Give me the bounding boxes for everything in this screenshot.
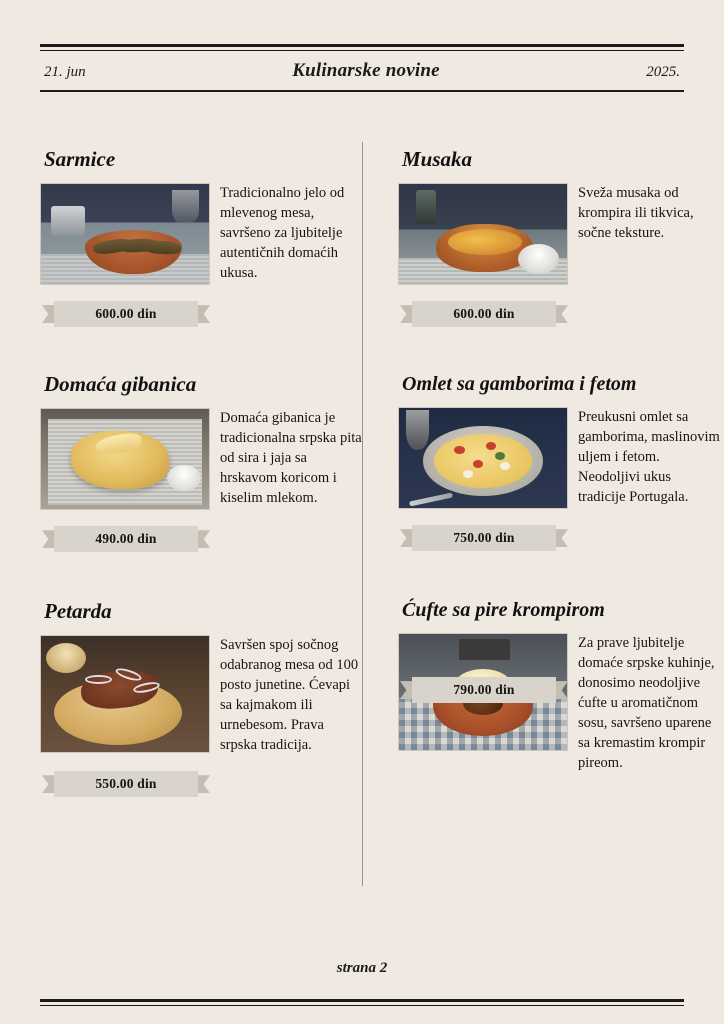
price-ribbon (400, 525, 568, 551)
article-title: Omlet sa gamborima i fetom (402, 373, 637, 396)
masthead-rule-top-thick (40, 44, 684, 47)
masthead-title: Kulinarske novine (292, 60, 440, 81)
price-label: 490.00 din (95, 531, 157, 547)
article-gibanica (40, 373, 362, 552)
masthead-date: 21. jun (44, 64, 86, 80)
article-musaka (398, 148, 720, 327)
article-body (40, 635, 362, 755)
sarmice-photo (40, 183, 210, 285)
gibanica-photo (40, 408, 210, 510)
article-body (40, 408, 362, 510)
price-ribbon (42, 771, 210, 797)
price-label: 790.00 din (453, 682, 515, 698)
article-title: Petarda (44, 599, 112, 624)
article-petarda (40, 600, 362, 797)
ribbon-tail-right (196, 775, 210, 793)
page-number: strana 2 (336, 960, 388, 976)
article-body (398, 633, 720, 773)
article-body (398, 407, 720, 509)
musaka-photo (398, 183, 568, 285)
ribbon-band (54, 526, 198, 552)
price-ribbon (42, 301, 210, 327)
ribbon-tail-right (554, 529, 568, 547)
article-text: Za prave ljubitelje domaće srpske kuhinje, donosimo neodoljive ćufte u aromatičnom sosu, savršeno uparene sa kremastim krompir pireom. (578, 635, 715, 772)
article-omlet (398, 373, 720, 551)
column-divider (362, 142, 363, 886)
footer (40, 960, 684, 1006)
masthead-year: 2025. (646, 64, 680, 80)
price-ribbon (400, 677, 568, 703)
ribbon-tail-right (196, 530, 210, 548)
article-body (40, 183, 362, 285)
price-ribbon (400, 301, 568, 327)
footer-rule-thick (40, 999, 684, 1002)
article-title: Musaka (402, 147, 473, 171)
masthead-row (40, 51, 684, 90)
article-title: Sarmice (44, 147, 116, 171)
article-title: Ćufte sa pire krompirom (402, 599, 605, 622)
left-column (40, 148, 362, 797)
article-sarmice (40, 148, 362, 327)
masthead-rule-bottom (40, 90, 684, 92)
ribbon-band (412, 525, 556, 551)
price-label: 600.00 din (95, 306, 157, 322)
footer-rule-thin (40, 1005, 684, 1006)
price-label: 600.00 din (453, 306, 515, 322)
masthead (40, 44, 684, 92)
article-body (398, 183, 720, 285)
ribbon-tail-right (554, 305, 568, 323)
ribbon-tail-right (554, 681, 568, 699)
price-ribbon (42, 526, 210, 552)
price-label: 550.00 din (95, 776, 157, 792)
ribbon-band (412, 301, 556, 327)
ribbon-band (412, 677, 556, 703)
ribbon-tail-right (196, 305, 210, 323)
article-text: Preukusni omlet sa gamborima, maslinovim uljem i fetom. Neodoljivi ukus tradicije Portugala. (578, 409, 720, 506)
petarda-photo (40, 635, 210, 753)
article-text: Domaća gibanica je tradicionalna srpska pita od sira i jaja sa hrskavom koricom i kiselim mlekom. (220, 410, 362, 507)
price-label: 750.00 din (453, 530, 515, 546)
article-text: Tradicionalno jelo od mlevenog mesa, savršeno za ljubitelje autentičnih domaćih ukusa. (220, 185, 345, 282)
article-cufte (398, 599, 720, 772)
ribbon-band (54, 771, 198, 797)
article-title: Domaća gibanica (44, 372, 197, 397)
right-column (398, 147, 720, 772)
article-text: Savršen spoj sočnog odabranog mesa od 100 posto junetine. Ćevapi sa kajmakom ili urnebesom. Prava srpska tradicija. (220, 637, 359, 754)
article-text: Sveža musaka od krompira ili tikvica, sočne teksture. (578, 185, 694, 242)
ribbon-band (54, 301, 198, 327)
omlet-photo (398, 407, 568, 509)
